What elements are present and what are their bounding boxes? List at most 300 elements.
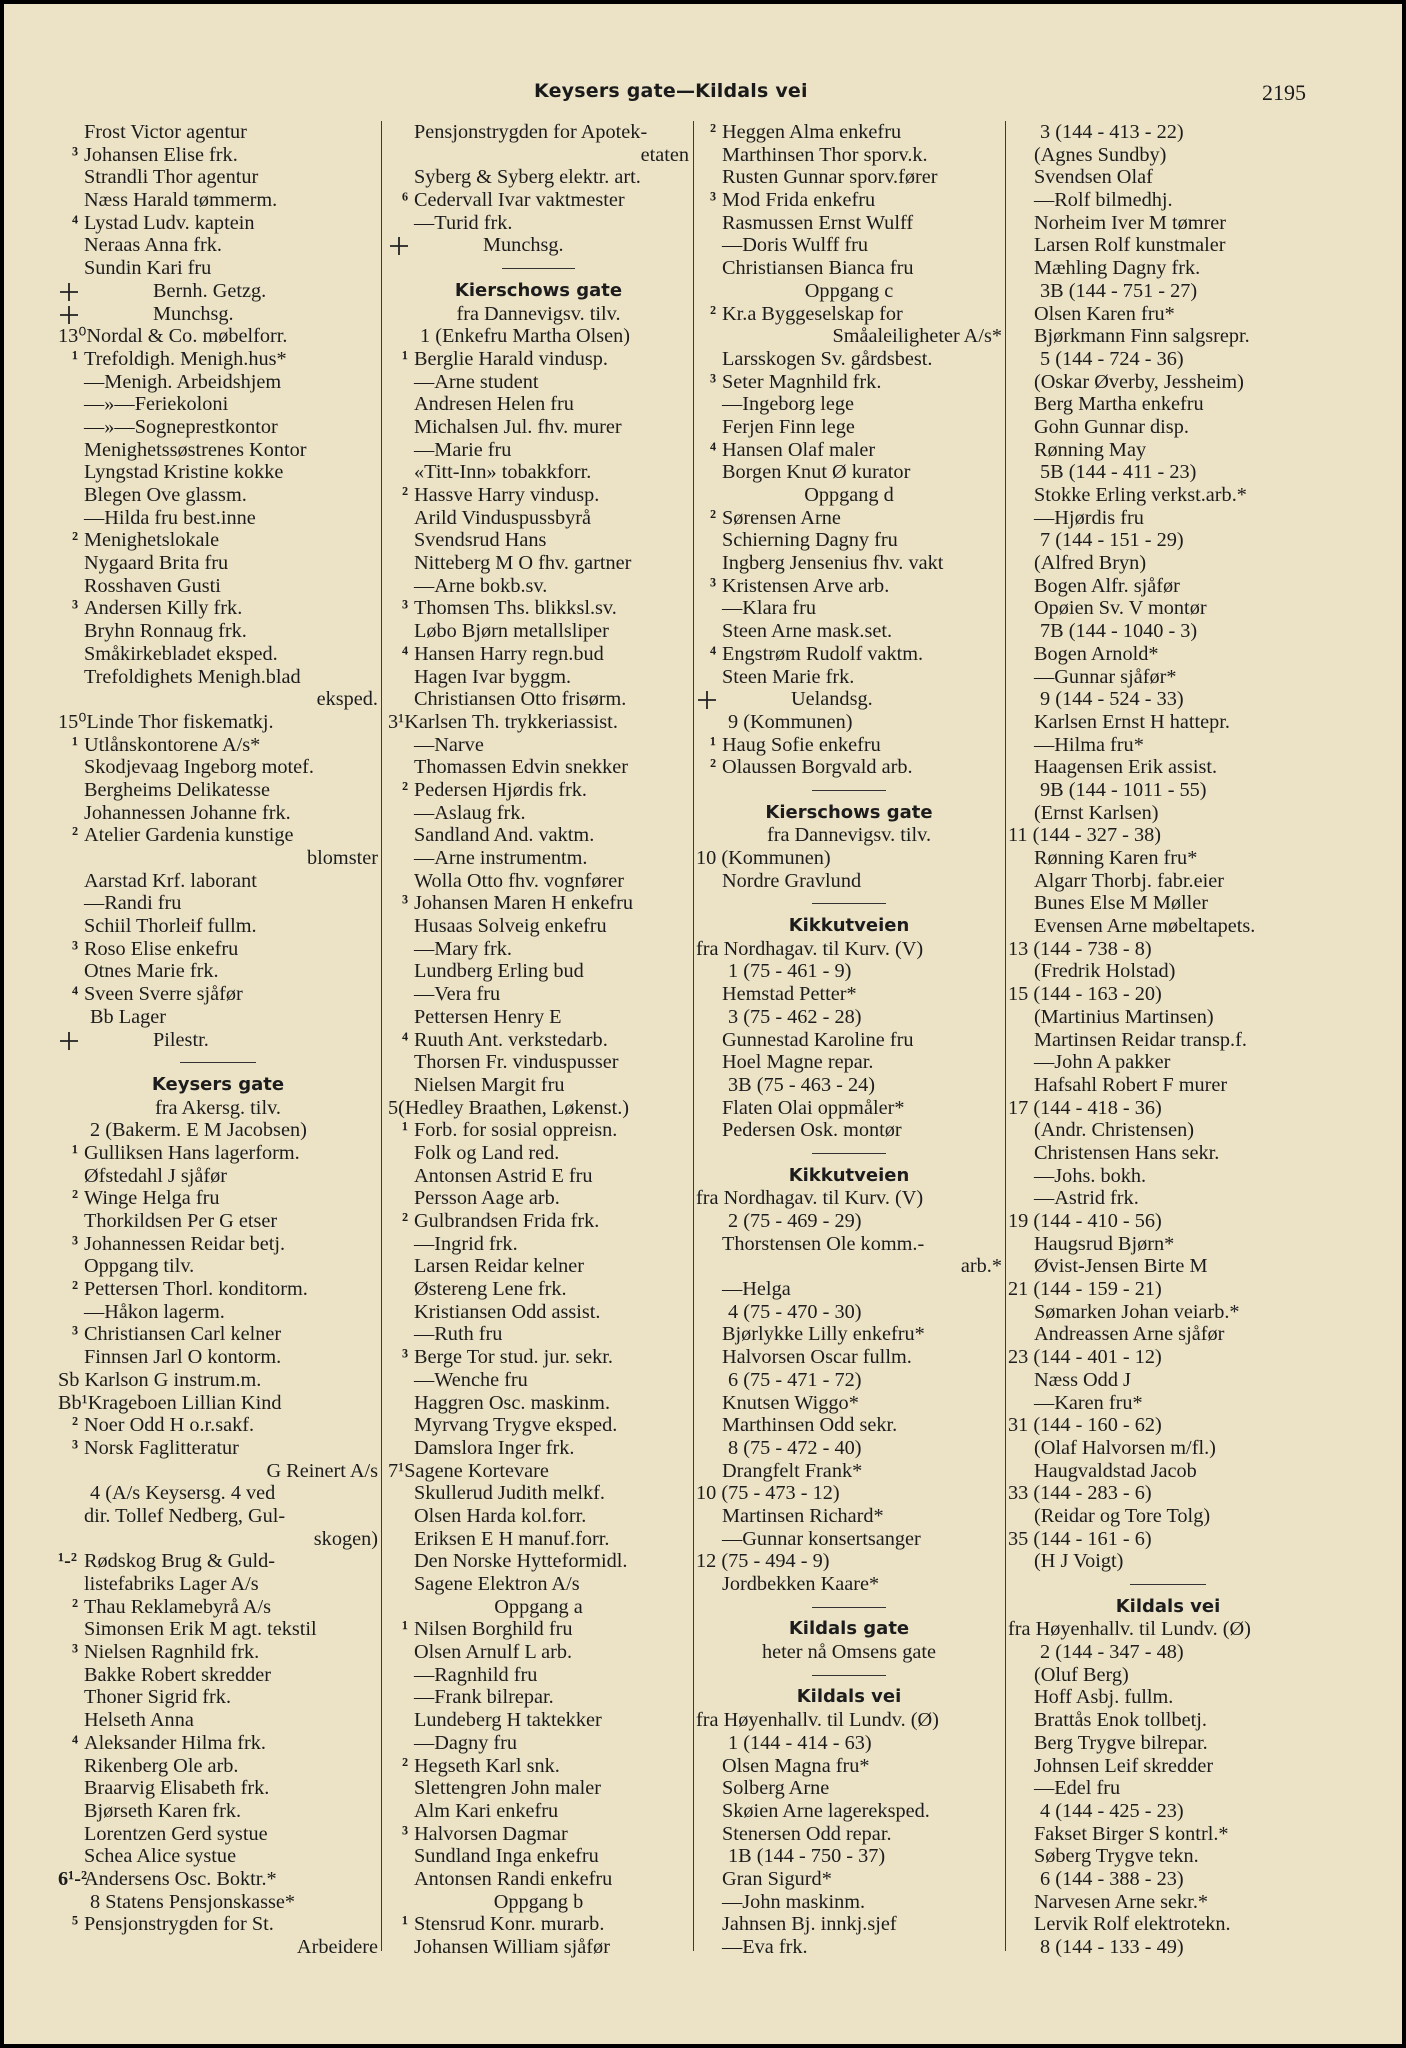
entry-text: Aarstad Krf. laborant: [84, 869, 257, 892]
continuation-text: G Reinert A/s: [266, 1459, 378, 1482]
entry-text: Hegseth Karl snk.: [414, 1754, 560, 1777]
resident-entry: [58, 1165, 378, 1188]
entry-text: Cedervall Ivar vaktmester: [414, 189, 625, 212]
street-heading: [696, 1618, 1002, 1641]
entry-text: Gulliksen Hans lagerform.: [84, 1141, 300, 1164]
resident-entry: [388, 1414, 689, 1437]
entry-text: Hansen Harry regn.bud: [414, 642, 604, 665]
continuation-line: [58, 688, 378, 711]
cross-street: [388, 234, 689, 257]
floor-marker: ⁴: [402, 1028, 409, 1051]
resident-entry: [388, 1233, 689, 1256]
entry-text: —Rolf bilmedhj.: [1034, 189, 1173, 212]
resident-entry: [696, 1755, 1002, 1778]
entry-text: Lystad Ludv. kaptein: [84, 211, 255, 234]
entry-text: 1B (144 - 750 - 37): [728, 1845, 886, 1868]
resident-entry: [388, 824, 689, 847]
floor-marker: ²: [710, 121, 717, 143]
resident-entry: [1008, 1142, 1328, 1165]
entry-text: Marthinsen Thor sporv.k.: [722, 143, 928, 166]
entry-text: —Arne student: [414, 370, 539, 393]
house-number-line: [696, 1074, 1002, 1097]
resident-entry: [696, 666, 1002, 689]
resident-entry: [388, 620, 689, 643]
floor-marker: ⁴: [710, 438, 717, 461]
entry-text: Eriksen E H manuf.forr.: [414, 1527, 610, 1550]
resident-entry: [1008, 1686, 1328, 1709]
continuation-text: Småaleiligheter A/s*: [832, 325, 1002, 348]
cross-street: [58, 1029, 378, 1052]
entry-text: 5 (144 - 724 - 36): [1040, 347, 1184, 370]
column-divider: [693, 121, 694, 1951]
entry-text: Svendsen Olaf: [1034, 166, 1153, 189]
resident-entry: [388, 734, 689, 757]
street-subheading: [388, 1596, 689, 1619]
house-number-line: [1008, 779, 1328, 802]
entry-text: —Vera fru: [414, 983, 501, 1006]
resident-entry: [696, 1913, 1002, 1936]
entry-text: 8 Statens Pensjonskasse*: [90, 1890, 296, 1913]
resident-entry: [388, 1823, 689, 1846]
column-divider: [381, 121, 382, 1951]
resident-entry: [388, 1323, 689, 1346]
resident-entry: [58, 1278, 378, 1301]
entry-text: Rødskog Brug & Guld-: [84, 1550, 275, 1573]
resident-entry: [696, 166, 1002, 189]
entry-text: Steen Marie frk.: [722, 665, 855, 688]
entry-text: «Titt-Inn» tobakkforr.: [414, 461, 592, 484]
resident-entry: [696, 1392, 1002, 1415]
entry-text: Nygaard Brita fru: [84, 552, 229, 575]
resident-entry: [58, 1505, 378, 1528]
column-3: [696, 121, 1002, 1959]
resident-entry: [1008, 1097, 1328, 1120]
entry-text: Bergheims Delikatesse: [84, 778, 271, 801]
resident-entry: [696, 575, 1002, 598]
entry-text: Menighetslokale: [84, 529, 220, 552]
resident-entry: [1008, 1119, 1328, 1142]
cross-street-name: Pilestr.: [153, 1028, 209, 1051]
resident-entry: [696, 393, 1002, 416]
entry-text: 5(Hedley Braathen, Løkenst.): [388, 1096, 630, 1119]
resident-entry: [388, 938, 689, 961]
resident-entry: [388, 1800, 689, 1823]
floor-marker: ³: [402, 892, 409, 915]
entry-text: Algarr Thorbj. fabr.eier: [1034, 869, 1224, 892]
resident-entry: [388, 1505, 689, 1528]
resident-entry: [58, 1800, 378, 1823]
entry-text: Berglie Harald vindusp.: [414, 347, 608, 370]
continuation-line: [388, 144, 689, 167]
resident-entry: [1008, 484, 1328, 507]
entry-text: Søberg Trygve tekn.: [1034, 1845, 1199, 1868]
resident-entry: [388, 1460, 689, 1483]
resident-entry: [388, 393, 689, 416]
house-number-line: [1008, 348, 1328, 371]
entry-text: Thorsen Fr. vinduspusser: [414, 1051, 619, 1074]
resident-entry: [1008, 960, 1328, 983]
page-title: Keysers gate—Kildals vei: [534, 80, 808, 102]
resident-entry: [696, 1823, 1002, 1846]
entry-text: Stenersen Odd repar.: [722, 1822, 892, 1845]
resident-entry: [1008, 1006, 1328, 1029]
floor-marker: ³: [710, 370, 717, 393]
entry-text: Olaussen Borgvald arb.: [722, 756, 913, 779]
resident-entry: [696, 121, 1002, 144]
resident-entry: [58, 1573, 378, 1596]
section-divider: [696, 1596, 1002, 1619]
resident-entry: [58, 1618, 378, 1641]
entry-text: —Klara fru: [722, 597, 817, 620]
crossing-street-icon: [58, 1030, 80, 1052]
entry-text: Roso Elise enkefru: [84, 937, 239, 960]
entry-text: Pettersen Thorl. konditorm.: [84, 1278, 308, 1301]
resident-entry: [1008, 892, 1328, 915]
entry-text: Flaten Olai oppmåler*: [722, 1096, 905, 1119]
resident-entry: [1008, 734, 1328, 757]
resident-entry: [58, 348, 378, 371]
entry-text: (Fredrik Holstad): [1034, 960, 1176, 983]
entry-text: Frost Victor agentur: [84, 121, 247, 143]
resident-entry: [58, 325, 378, 348]
house-number-line: [1008, 1936, 1328, 1959]
entry-text: 7B (144 - 1040 - 3): [1040, 620, 1198, 643]
resident-entry: [388, 1006, 689, 1029]
resident-entry: [58, 416, 378, 439]
resident-entry: [388, 507, 689, 530]
resident-entry: [388, 189, 689, 212]
house-number-line: [58, 1119, 378, 1142]
floor-marker: ¹: [710, 733, 717, 756]
entry-text: Lundberg Erling bud: [414, 960, 584, 983]
resident-entry: [696, 1097, 1002, 1120]
resident-entry: [1008, 1301, 1328, 1324]
entry-text: —Johs. bokh.: [1034, 1164, 1147, 1187]
entry-text: Thorstensen Ole komm.-: [722, 1232, 925, 1255]
entry-text: fra Høyenhallv. til Lundv. (Ø): [1008, 1618, 1251, 1641]
floor-marker: ²: [402, 1754, 409, 1777]
entry-text: 6 (144 - 388 - 23): [1040, 1867, 1184, 1890]
entry-text: Næss Harald tømmerm.: [84, 189, 278, 212]
resident-entry: [1008, 643, 1328, 666]
resident-entry: [696, 1550, 1002, 1573]
entry-text: 5B (144 - 411 - 23): [1040, 461, 1197, 484]
entry-text: Syberg & Syberg elektr. art.: [414, 166, 641, 189]
resident-entry: [1008, 1165, 1328, 1188]
resident-entry: [1008, 597, 1328, 620]
entry-text: 10 (75 - 473 - 12): [696, 1482, 840, 1505]
section-divider: [1008, 1573, 1328, 1596]
resident-entry: [58, 1664, 378, 1687]
column-divider: [1005, 121, 1006, 1951]
resident-entry: [1008, 234, 1328, 257]
resident-entry: [58, 779, 378, 802]
entry-text: Ruuth Ant. verkstedarb.: [414, 1028, 608, 1051]
street-heading: [696, 915, 1002, 938]
continuation-text: skogen): [313, 1527, 378, 1550]
entry-text: Martinsen Richard*: [722, 1504, 884, 1527]
street-heading-text: Kierschows gate: [454, 279, 623, 301]
entry-text: —Ruth fru: [414, 1323, 503, 1346]
entry-text: 2 (75 - 469 - 29): [728, 1210, 862, 1232]
crossing-street-icon: [696, 689, 718, 711]
house-number-line: [696, 960, 1002, 983]
resident-entry: [388, 1029, 689, 1052]
entry-text: Ferjen Finn lege: [722, 415, 855, 438]
house-number-line: [58, 1006, 378, 1029]
entry-text: —Håkon lagerm.: [84, 1300, 225, 1323]
floor-marker: ²: [710, 302, 717, 325]
resident-entry: [388, 711, 689, 734]
entry-text: (Andr. Christensen): [1034, 1119, 1194, 1142]
entry-text: 11 (144 - 327 - 38): [1008, 824, 1162, 847]
entry-text: Kristiansen Odd assist.: [414, 1300, 601, 1323]
continuation-line: [696, 1255, 1002, 1278]
entry-text: Hansen Olaf maler: [722, 438, 876, 461]
resident-entry: [696, 643, 1002, 666]
floor-marker: ³: [402, 597, 409, 620]
resident-entry: [696, 983, 1002, 1006]
entry-text: Johannessen Reidar betj.: [84, 1232, 286, 1255]
resident-entry: [58, 484, 378, 507]
entry-text: Mæhling Dagny frk.: [1034, 257, 1201, 280]
entry-text: Antonsen Randi enkefru: [414, 1867, 613, 1890]
resident-entry: [1008, 915, 1328, 938]
entry-text: Blegen Ove glassm.: [84, 484, 247, 506]
resident-entry: [58, 234, 378, 257]
resident-entry: [1008, 1891, 1328, 1914]
entry-text: 4 (144 - 425 - 23): [1040, 1799, 1184, 1822]
resident-entry: [1008, 575, 1328, 598]
entry-text: Pettersen Henry E: [414, 1005, 562, 1028]
entry-text: Narvesen Arne sekr.*: [1034, 1890, 1209, 1913]
resident-entry: [388, 212, 689, 235]
house-number-line: [1008, 461, 1328, 484]
entry-text: Lundeberg H taktekker: [414, 1709, 602, 1732]
resident-entry: [1008, 166, 1328, 189]
resident-entry: [388, 1550, 689, 1573]
floor-marker: 6¹‐²: [58, 1867, 88, 1890]
resident-entry: [696, 1936, 1002, 1959]
resident-entry: [1008, 371, 1328, 394]
resident-entry: [1008, 802, 1328, 825]
resident-entry: [696, 461, 1002, 484]
resident-entry: [696, 1573, 1002, 1596]
entry-text: Østereng Lene frk.: [414, 1278, 567, 1301]
floor-marker: ¹: [72, 347, 79, 370]
resident-entry: [58, 643, 378, 666]
floor-marker: ⁵: [72, 1913, 79, 1936]
resident-entry: [58, 1550, 378, 1573]
resident-entry: [1008, 1233, 1328, 1256]
entry-text: —Hjørdis fru: [1034, 506, 1144, 529]
resident-entry: [1008, 212, 1328, 235]
entry-text: (Olaf Halvorsen m/fl.): [1034, 1436, 1216, 1459]
resident-entry: [58, 166, 378, 189]
resident-entry: [1008, 1414, 1328, 1437]
floor-marker: ²: [72, 1187, 79, 1210]
house-number-line: [1008, 688, 1328, 711]
entry-text: Nielsen Ragnhild frk.: [84, 1641, 260, 1664]
resident-entry: [388, 643, 689, 666]
entry-text: (H J Voigt): [1034, 1550, 1124, 1573]
entry-text: Larsen Reidar kelner: [414, 1255, 585, 1278]
entry-text: Rikenberg Ole arb.: [84, 1754, 239, 1777]
entry-text: Skodjevaag Ingeborg motef.: [84, 756, 314, 779]
entry-text: —Eva frk.: [722, 1936, 808, 1958]
entry-text: Utlånskontorene A/s*: [84, 733, 261, 756]
resident-entry: [58, 802, 378, 825]
entry-text: 17 (144 - 418 - 36): [1008, 1096, 1162, 1119]
entry-text: Schea Alice systue: [84, 1845, 237, 1868]
resident-entry: [388, 166, 689, 189]
subheading-text: Oppgang c: [804, 279, 894, 302]
resident-entry: [388, 983, 689, 1006]
house-number-line: [1008, 1641, 1328, 1664]
resident-entry: [58, 1142, 378, 1165]
entry-text: —Narve: [414, 733, 484, 756]
house-number-line: [696, 1369, 1002, 1392]
entry-text: Skullerud Judith melkf.: [414, 1482, 605, 1505]
entry-text: —Wenche fru: [414, 1368, 528, 1391]
floor-marker: ¹: [402, 347, 409, 370]
resident-entry: [1008, 552, 1328, 575]
resident-entry: [1008, 1460, 1328, 1483]
entry-text: Sveen Sverre sjåfør: [84, 983, 243, 1006]
entry-text: Svendsrud Hans: [414, 529, 547, 552]
entry-text: Braarvig Elisabeth frk.: [84, 1777, 270, 1800]
entry-text: 1 (Enkefru Martha Olsen): [420, 325, 631, 348]
entry-text: Neraas Anna frk.: [84, 234, 222, 257]
entry-text: Sømarken Johan veiarb.*: [1034, 1300, 1240, 1323]
continuation-line: [58, 1460, 378, 1483]
entry-text: Skøien Arne lagereksped.: [722, 1799, 930, 1822]
floor-marker: ³: [710, 189, 717, 212]
entry-text: Haugsrud Bjørn*: [1034, 1232, 1175, 1255]
resident-entry: [58, 1255, 378, 1278]
entry-text: Christiansen Otto frisørm.: [414, 688, 627, 711]
entry-text: Lorentzen Gerd systue: [84, 1822, 268, 1845]
entry-text: Mod Frida enkefru: [722, 189, 876, 212]
resident-entry: [58, 938, 378, 961]
subheading-text: heter nå Omsens gate: [761, 1641, 936, 1664]
entry-text: Solberg Arne: [722, 1777, 830, 1800]
entry-text: Hemstad Petter*: [722, 983, 857, 1006]
resident-entry: [388, 1346, 689, 1369]
resident-entry: [388, 484, 689, 507]
resident-entry: [58, 1868, 378, 1891]
resident-entry: [696, 1505, 1002, 1528]
entry-text: Aleksander Hilma frk.: [84, 1731, 266, 1754]
resident-entry: [696, 870, 1002, 893]
resident-entry: [388, 802, 689, 825]
resident-entry: [1008, 1051, 1328, 1074]
resident-entry: [696, 212, 1002, 235]
entry-text: Sundland Inga enkefru: [414, 1845, 599, 1868]
entry-text: (Oluf Berg): [1034, 1663, 1129, 1686]
resident-entry: [1008, 416, 1328, 439]
resident-entry: [388, 1845, 689, 1868]
page-number: 2195: [1262, 80, 1306, 105]
entry-text: Jordbekken Kaare*: [722, 1573, 880, 1595]
entry-text: Thomassen Edvin snekker: [414, 756, 629, 779]
resident-entry: [58, 1845, 378, 1868]
house-number-line: [58, 1891, 378, 1914]
entry-text: Alm Kari enkefru: [414, 1799, 559, 1822]
entry-text: Pedersen Osk. montør: [722, 1119, 902, 1142]
entry-text: Larsskogen Sv. gårdsbest.: [722, 347, 933, 370]
resident-entry: [388, 1437, 689, 1460]
street-subheading: [388, 303, 689, 326]
resident-entry: [1008, 1755, 1328, 1778]
resident-entry: [696, 734, 1002, 757]
entry-text: Schiil Thorleif fullm.: [84, 915, 257, 938]
floor-marker: ²: [72, 529, 79, 552]
entry-text: Sandland And. vaktm.: [414, 824, 595, 847]
entry-text: Marthinsen Odd sekr.: [722, 1414, 898, 1437]
resident-entry: [58, 711, 378, 734]
entry-text: Bjørseth Karen frk.: [84, 1799, 242, 1822]
resident-entry: [696, 756, 1002, 779]
entry-text: Stensrud Konr. murarb.: [414, 1913, 605, 1936]
resident-entry: [696, 348, 1002, 371]
street-heading: [696, 802, 1002, 825]
resident-entry: [388, 439, 689, 462]
entry-text: fra Nordhagav. til Kurv. (V): [696, 1187, 924, 1210]
floor-marker: ²: [710, 506, 717, 529]
resident-entry: [696, 371, 1002, 394]
resident-entry: [388, 461, 689, 484]
resident-entry: [58, 371, 378, 394]
resident-entry: [58, 892, 378, 915]
floor-marker: ²: [72, 824, 79, 847]
entry-text: 13⁰Nordal & Co. møbelforr.: [58, 325, 288, 348]
entry-text: —Dagny fru: [414, 1731, 518, 1754]
entry-text: Seter Magnhild frk.: [722, 370, 882, 393]
entry-text: Winge Helga fru: [84, 1187, 220, 1210]
entry-text: Nielsen Margit fru: [414, 1073, 565, 1096]
resident-entry: [388, 1074, 689, 1097]
resident-entry: [1008, 393, 1328, 416]
entry-text: Bogen Arnold*: [1034, 642, 1159, 665]
house-number-line: [1008, 121, 1328, 144]
resident-entry: [388, 1278, 689, 1301]
resident-entry: [388, 915, 689, 938]
resident-entry: [58, 1755, 378, 1778]
resident-entry: [58, 552, 378, 575]
entry-text: Johansen Elise frk.: [84, 143, 238, 166]
entry-text: Pedersen Hjørdis frk.: [414, 778, 587, 801]
resident-entry: [58, 393, 378, 416]
directory-page: [4, 4, 1402, 2044]
entry-text: fra Høyenhallv. til Lundv. (Ø): [696, 1709, 939, 1732]
resident-entry: [388, 1369, 689, 1392]
entry-text: Schierning Dagny fru: [722, 529, 898, 552]
entry-text: Kr.a Byggeselskap for: [722, 302, 903, 325]
resident-entry: [696, 1323, 1002, 1346]
entry-text: Andreassen Arne sjåfør: [1034, 1323, 1225, 1346]
entry-text: Øfstedahl J sjåfør: [84, 1164, 228, 1187]
entry-text: —Ingrid frk.: [414, 1232, 518, 1255]
entry-text: Hoel Magne repar.: [722, 1051, 874, 1074]
street-heading-text: Kildals gate: [788, 1618, 910, 1640]
entry-text: Hoff Asbj. fullm.: [1034, 1686, 1174, 1709]
crossing-street-icon: [388, 235, 410, 257]
entry-text: —Hilda fru best.inne: [84, 506, 256, 529]
continuation-line: [58, 847, 378, 870]
entry-text: Husaas Solveig enkefru: [414, 915, 607, 938]
resident-entry: [696, 1119, 1002, 1142]
